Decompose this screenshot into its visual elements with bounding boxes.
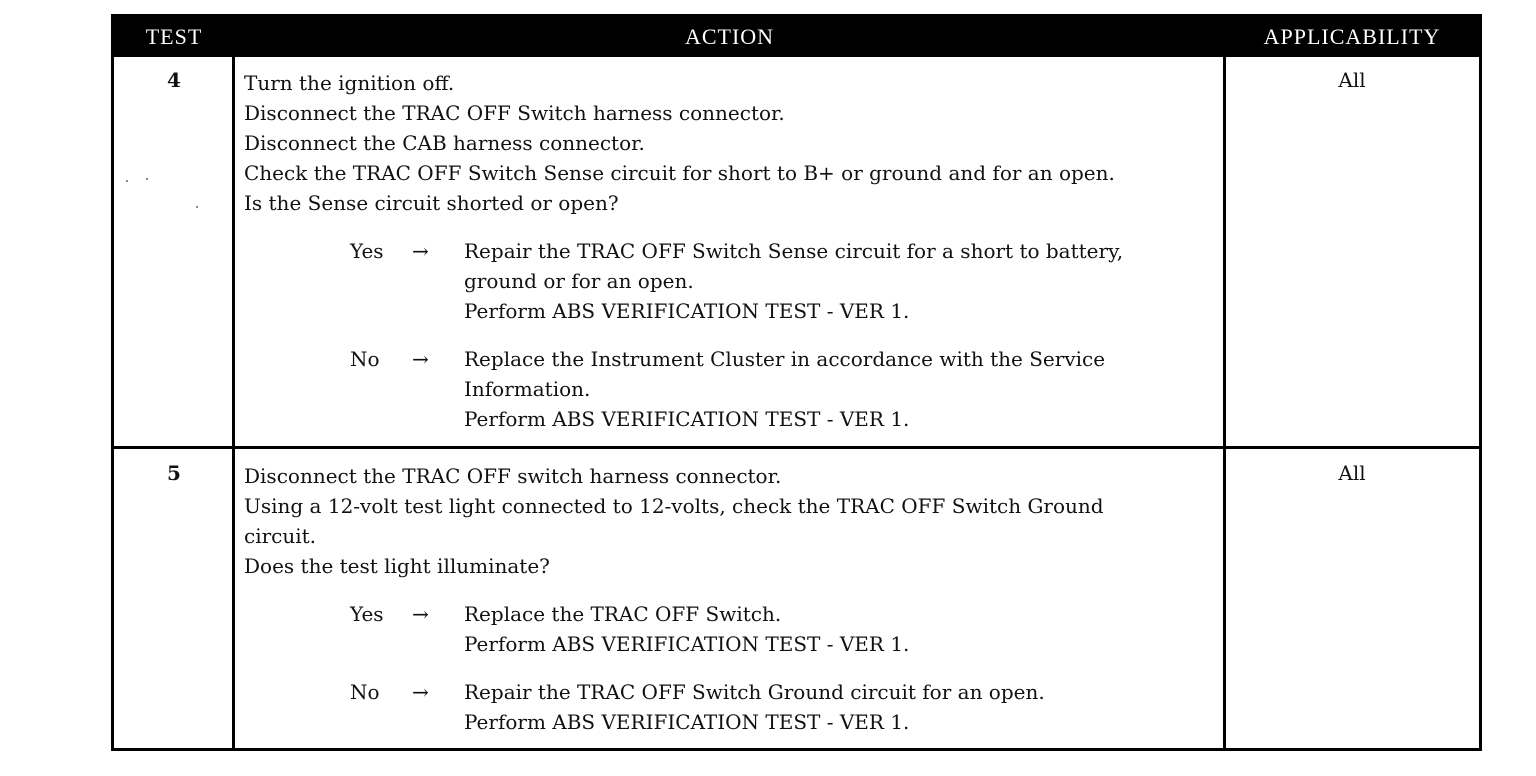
action-step: Disconnect the TRAC OFF switch harness connector. [244,464,782,488]
applicability-value: All [1338,461,1366,485]
outcome-yes [350,599,1224,659]
header-applicability: APPLICABILITY [1263,24,1441,49]
action-step: Check the TRAC OFF Switch Sense circuit for short to B+ or ground and for an open. [244,161,1115,185]
outcome-no [350,344,1224,434]
action-cell [244,68,1224,434]
scan-speck [146,178,148,180]
action-step: Using a 12-volt test light connected to 12-volts, check the TRAC OFF Switch Ground [244,494,1104,518]
action-step: Turn the ignition off. [244,71,455,95]
outcome-text: Perform ABS VERIFICATION TEST - VER 1. [464,632,910,656]
outcome-text: Replace the TRAC OFF Switch. [464,602,782,626]
column-divider [232,57,235,748]
outcome-label: No [350,347,380,371]
action-step: Disconnect the TRAC OFF Switch harness connector. [244,101,785,125]
scan-speck [196,206,198,208]
arrow-right-icon: → [412,602,429,626]
outcome-label: Yes [350,239,384,263]
action-step: circuit. [244,524,317,548]
header-test: TEST [145,24,203,49]
outcome-text: Perform ABS VERIFICATION TEST - VER 1. [464,710,910,734]
action-question: Does the test light illuminate? [244,554,550,578]
test-number: 5 [167,461,181,485]
outcome-label: Yes [350,602,384,626]
outcome-text: Perform ABS VERIFICATION TEST - VER 1. [464,407,910,431]
outcome-text: Information. [464,377,591,401]
scan-speck [126,180,128,182]
action-cell [244,461,1224,737]
action-question: Is the Sense circuit shorted or open? [244,191,619,215]
outcome-text: ground or for an open. [464,269,694,293]
arrow-right-icon: → [412,347,429,371]
arrow-right-icon: → [412,239,429,263]
arrow-right-icon: → [412,680,429,704]
outcome-text: Repair the TRAC OFF Switch Sense circuit for a short to battery, [464,239,1124,263]
outcome-text: Repair the TRAC OFF Switch Ground circuit for an open. [464,680,1045,704]
header-action: ACTION [684,24,775,49]
outcome-text: Perform ABS VERIFICATION TEST - VER 1. [464,299,910,323]
outcome-label: No [350,680,380,704]
action-step: Disconnect the CAB harness connector. [244,131,645,155]
outcome-yes [350,236,1224,326]
applicability-value: All [1338,68,1366,92]
outcome-no [350,677,1224,737]
test-number: 4 [167,68,181,92]
row-divider [114,446,1479,449]
diagnostic-table [111,14,1482,751]
table-header [114,17,1479,57]
outcome-text: Replace the Instrument Cluster in accordance with the Service [464,347,1106,371]
